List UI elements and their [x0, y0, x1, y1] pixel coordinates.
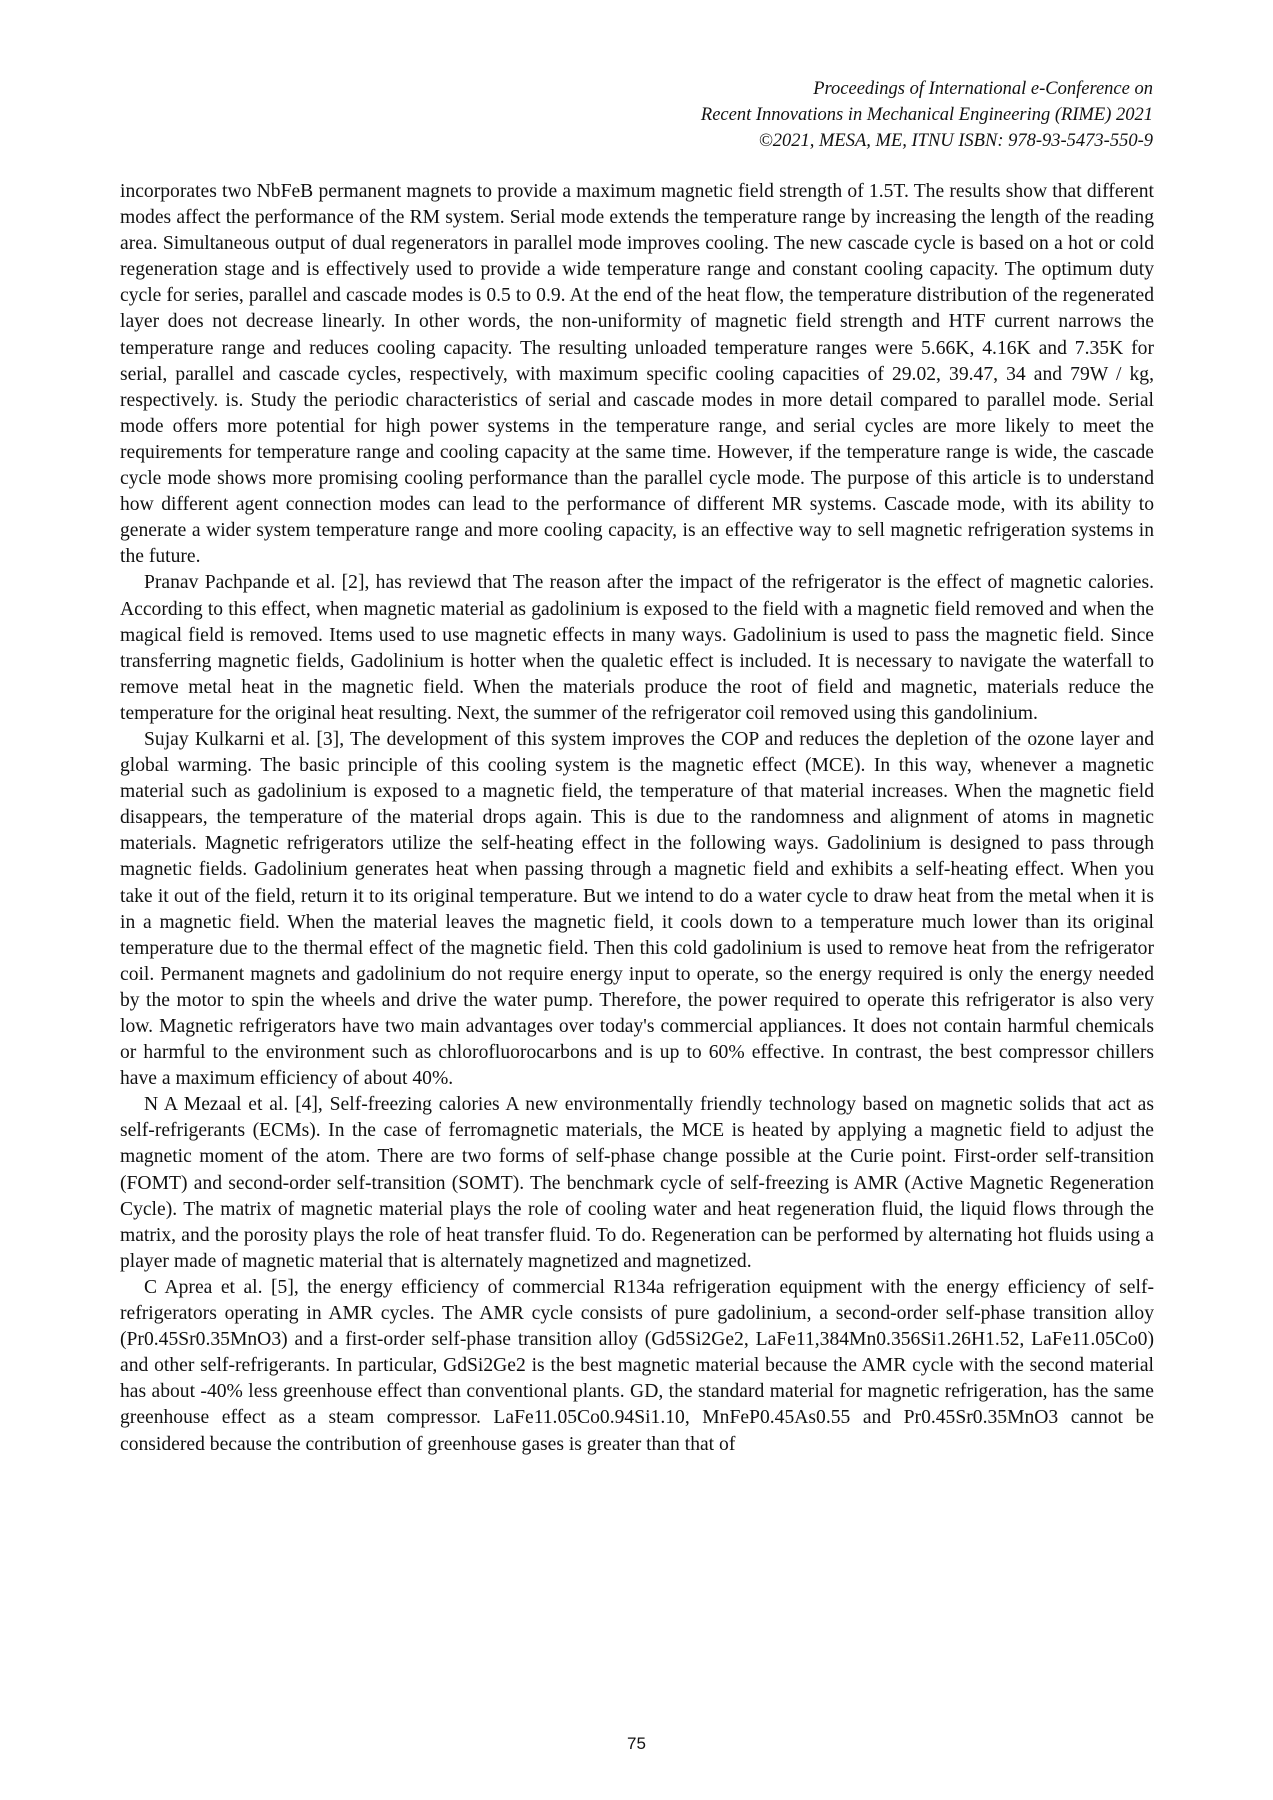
header-isbn-line: ©2021, MESA, ME, ITNU ISBN: 978-93-5473-550-9: [758, 131, 1153, 151]
paragraph-continuation: incorporates two NbFeB permanent magnets to provide a maximum magnetic field strength of 1.5T. The results show that different modes affect the performance of the RM system. Serial mode extends the temperature range by increasing the length of the reading area. Simultaneous output of dual regenerators in parallel mode improves cooling. The new cascade cycle is based on a hot or cold regeneration stage and is effectively used to provide a wide temperature range and constant cooling capacity. The optimum duty cycle for series, parallel and cascade modes is 0.5 to 0.9. At the end of the heat flow, the temperature distribution of the regenerated layer does not decrease linearly. In other words, the non-uniformity of magnetic field strength and HTF current narrows the temperature range and reduces cooling capacity. The resulting unloaded temperature ranges were 5.66K, 4.16K and 7.35K for serial, parallel and cascade cycles, respectively, with maximum specific cooling capacities of 29.02, 39.47, 34 and 79W / kg, respectively. is. Study the periodic characteristics of serial and cascade modes in more detail compared to parallel mode. Serial mode offers more potential for high power systems in the temperature range, and serial cycles are more likely to meet the requirements for temperature range and cooling capacity at the same time. However, if the temperature range is wide, the cascade cycle mode shows more promising cooling performance than the parallel cycle mode. The purpose of this article is to understand how different agent connection modes can lead to the performance of different MR systems. Cascade mode, with its ability to generate a wider system temperature range and more cooling capacity, is an effective way to sell magnetic refrigeration systems in the future.: [120, 181, 1154, 568]
paragraph-aprea: C Aprea et al. [5], the energy efficiency of commercial R134a refrigeration equipment with the energy efficiency of self-refrigerators operating in AMR cycles. The AMR cycle consists of pure gadolinium, a second-order self-phase transition alloy (Pr0.45Sr0.35MnO3) and a first-order self-phase transition alloy (Gd5Si2Ge2, LaFe11,384Mn0.356Si1.26H1.52, LaFe11.05Co0) and other self-refrigerants. In particular, GdSi2Ge2 is the best magnetic material because the AMR cycle with the second material has about -40% less greenhouse effect than conventional plants. GD, the standard material for magnetic refrigeration, has the same greenhouse effect as a steam compressor. LaFe11.05Co0.94Si1.10, MnFeP0.45As0.55 and Pr0.45Sr0.35MnO3 cannot be considered because the contribution of greenhouse gases is greater than that of: [120, 1276, 1154, 1455]
running-header: [453, 76, 1153, 154]
paragraph-pachpande: Pranav Pachpande et al. [2], has reviewd that The reason after the impact of the refrigerator is the effect of magnetic calories. According to this effect, when magnetic material as gadolinium is exposed to the field with a magnetic field removed and when the magical field is removed. Items used to use magnetic effects in many ways. Gadolinium is used to pass the magnetic field. Since transferring magnetic fields, Gadolinium is hotter when the qualetic effect is included. It is necessary to navigate the waterfall to remove metal heat in the magnetic field. When the materials produce the root of field and magnetic, materials reduce the temperature for the original heat resulting. Next, the summer of the refrigerator coil removed using this gandolinium.: [120, 572, 1154, 724]
page-number: 75: [627, 1734, 646, 1753]
paragraph-kulkarni: Sujay Kulkarni et al. [3], The development of this system improves the COP and reduces the depletion of the ozone layer and global warming. The basic principle of this cooling system is the magnetic effect (MCE). In this way, whenever a magnetic material such as gadolinium is exposed to a magnetic field, the temperature of that material increases. When the magnetic field disappears, the temperature of the material drops again. This is due to the randomness and alignment of atoms in magnetic materials. Magnetic refrigerators utilize the self-heating effect in the following ways. Gadolinium is designed to pass through magnetic fields. Gadolinium generates heat when passing through a magnetic field and exhibits a self-heating effect. When you take it out of the field, return it to its original temperature. But we intend to do a water cycle to draw heat from the metal when it is in a magnetic field. When the material leaves the magnetic field, it cools down to a temperature much lower than its original temperature due to the thermal effect of the magnetic field. Then this cold gadolinium is used to remove heat from the refrigerator coil. Permanent magnets and gadolinium do not require energy input to operate, so the energy required is only the energy needed by the motor to spin the wheels and drive the water pump. Therefore, the power required to operate this refrigerator is also very low. Magnetic refrigerators have two main advantages over today's commercial appliances. It does not contain harmful chemicals or harmful to the environment such as chlorofluorocarbons and is up to 60% effective. In contrast, the best compressor chillers have a maximum efficiency of about 40%.: [120, 728, 1154, 1090]
header-event-line: Recent Innovations in Mechanical Engineering (RIME) 2021: [700, 105, 1153, 125]
paragraph-mezaal: N A Mezaal et al. [4], Self-freezing calories A new environmentally friendly technology based on magnetic solids that act as self-refrigerants (ECMs). In the case of ferromagnetic materials, the MCE is heated by applying a magnetic field to adjust the magnetic moment of the atom. There are two forms of self-phase change possible at the Curie point. First-order self-transition (FOMT) and second-order self-transition (SOMT). The benchmark cycle of self-freezing is AMR (Active Magnetic Regeneration Cycle). The matrix of magnetic material plays the role of cooling water and heat regeneration fluid, the liquid flows through the matrix, and the porosity plays the role of heat transfer fluid. To do. Regeneration can be performed by alternating hot fluids using a player made of magnetic material that is alternately magnetized and magnetized.: [120, 1094, 1154, 1272]
header-conference-line: Proceedings of International e-Conference on: [813, 79, 1153, 99]
body-text: [120, 179, 1154, 1458]
